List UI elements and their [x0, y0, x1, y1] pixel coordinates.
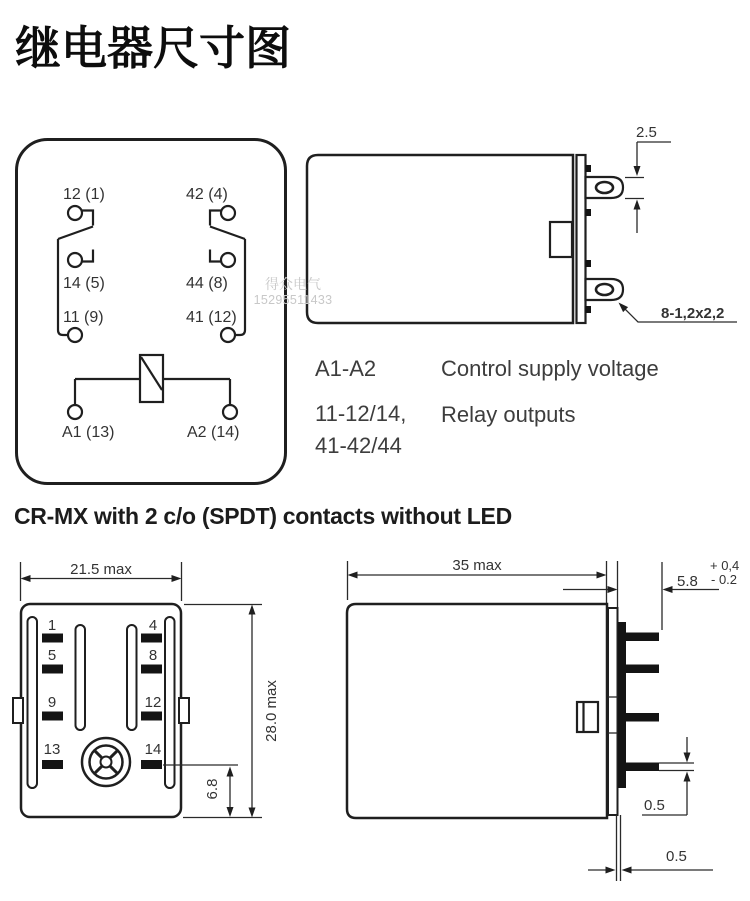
fig-pinout-diagram [10, 130, 302, 492]
dim-5-8-tol-minus: - 0.2 [711, 572, 738, 587]
pin-8: 8 [148, 647, 158, 664]
relay-body-side [347, 604, 607, 818]
label-contact-42: 42 (4) [186, 186, 228, 203]
label-contact-14: 14 (5) [63, 275, 105, 292]
label-contact-12: 12 (1) [63, 186, 105, 203]
page-title: 继电器尺寸图 [15, 22, 291, 74]
pin-9: 9 [47, 694, 57, 711]
legend-term-a1a2: A1-A2 [315, 356, 377, 381]
watermark-name: 得众电气 [265, 276, 321, 292]
terminal-top [586, 177, 624, 198]
latch-side [577, 702, 598, 732]
side-tab-right [179, 698, 189, 723]
dim-35-max-label: 35 max [452, 557, 502, 574]
dim-0-5-plate [588, 815, 713, 881]
dim-28-0-label: 28.0 max [263, 680, 280, 742]
dim-0-5-pin [642, 737, 691, 815]
section-heading: CR-MX with 2 c/o (SPDT) contacts without LED [14, 503, 512, 529]
dim-2-5 [625, 124, 671, 233]
label-coil-a2: A2 (14) [187, 424, 240, 441]
latch-side [550, 222, 572, 257]
dim-21-5-label: 21.5 max [70, 561, 132, 578]
legend-term-outputs-1: 11-12/14, [315, 401, 407, 426]
pin-block [618, 622, 626, 788]
dim-6-8-label: 6.8 [204, 778, 221, 800]
pins-side [626, 633, 694, 772]
dim-35-max [348, 557, 618, 608]
fig-bottom-view [5, 555, 295, 835]
dim-0-5-pin-label: 0.5 [644, 797, 665, 814]
relay-flange [577, 155, 586, 323]
dim-2-5-label: 2.5 [636, 124, 657, 141]
terminal-bottom [586, 279, 624, 300]
legend-desc-control-voltage: Control supply voltage [441, 356, 659, 381]
label-coil-a1: A1 (13) [62, 424, 115, 441]
watermark-phone: 15295511433 [253, 293, 333, 307]
label-contact-11: 11 (9) [63, 309, 104, 326]
label-contact-41: 41 (12) [186, 309, 237, 326]
dim-5-8-tol-plus: + 0,4 [710, 558, 740, 573]
pin-13: 13 [43, 741, 61, 758]
terminal-note [619, 303, 738, 323]
label-contact-44: 44 (8) [186, 275, 228, 292]
fig-side-view-top [300, 115, 750, 340]
terminal-note-label: 8-1,2x2,2 [661, 305, 725, 322]
dim-28-0-max [183, 605, 280, 818]
legend-desc-relay-outputs: Relay outputs [441, 402, 576, 427]
pin-4: 4 [148, 617, 158, 634]
dim-0-5-plate-label: 0.5 [666, 848, 687, 865]
dim-5-8-label: 5.8 [677, 573, 698, 590]
pin-14: 14 [144, 741, 162, 758]
legend-term-outputs-2: 41-42/44 [315, 433, 402, 458]
pin-5: 5 [47, 647, 57, 664]
relay-flange [608, 608, 618, 815]
fig-side-view-bottom [340, 555, 750, 890]
pin-12: 12 [144, 694, 162, 711]
side-tab-left [13, 698, 23, 723]
relay-body-side [307, 155, 573, 323]
pin-1: 1 [47, 617, 57, 634]
dim-21-5-max [21, 561, 182, 601]
